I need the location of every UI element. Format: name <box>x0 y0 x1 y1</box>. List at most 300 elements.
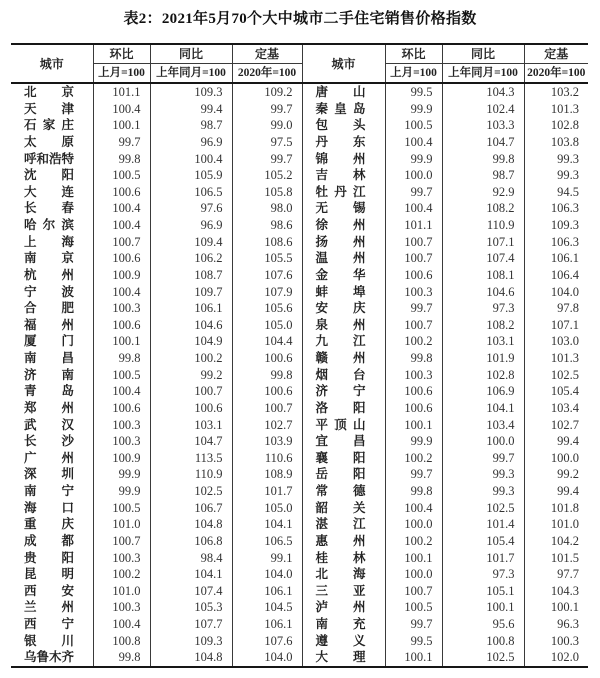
index-value-cell: 100.1 <box>524 599 588 616</box>
city-name: 无锡 <box>315 201 366 216</box>
table-row <box>11 417 588 434</box>
index-value-cell: 110.9 <box>442 217 524 234</box>
index-value-cell: 97.8 <box>524 300 588 317</box>
index-value-cell: 100.4 <box>93 200 150 217</box>
index-value-cell: 104.3 <box>524 583 588 600</box>
city-name: 三亚 <box>315 583 366 598</box>
index-value-cell: 107.6 <box>232 267 302 284</box>
index-value-cell: 106.8 <box>150 533 232 550</box>
table-row <box>11 284 588 301</box>
index-value-cell: 104.8 <box>150 649 232 667</box>
index-value-cell: 105.1 <box>442 583 524 600</box>
index-value-cell: 96.3 <box>524 616 588 633</box>
city-cell <box>302 217 385 234</box>
index-value-cell: 100.6 <box>93 400 150 417</box>
city-cell <box>302 83 385 101</box>
city-cell <box>302 649 385 667</box>
city-name: 襄阳 <box>315 450 366 465</box>
city-cell <box>11 433 93 450</box>
index-value-cell: 108.2 <box>442 200 524 217</box>
table-row <box>11 566 588 583</box>
table-row <box>11 234 588 251</box>
index-value-cell: 100.3 <box>93 417 150 434</box>
index-value-cell: 106.7 <box>150 500 232 517</box>
header-mom-right: 环比 <box>385 44 442 64</box>
index-value-cell: 101.7 <box>232 483 302 500</box>
index-value-cell: 107.1 <box>524 317 588 334</box>
city-name: 银川 <box>24 633 74 648</box>
city-cell <box>302 350 385 367</box>
city-name: 北海 <box>315 567 366 582</box>
city-name: 昆明 <box>24 567 74 582</box>
index-value-cell: 100.6 <box>385 400 442 417</box>
index-value-cell: 99.8 <box>93 649 150 667</box>
city-name: 平顶山 <box>315 417 366 432</box>
city-name: 安庆 <box>315 301 366 316</box>
city-name: 南昌 <box>24 351 74 365</box>
index-value-cell: 106.3 <box>524 234 588 251</box>
city-name: 济宁 <box>315 384 366 399</box>
index-value-cell: 102.5 <box>150 483 232 500</box>
index-value-cell: 100.6 <box>93 317 150 334</box>
city-name: 广州 <box>24 450 74 465</box>
index-value-cell: 99.3 <box>524 167 588 184</box>
city-name: 宜昌 <box>315 434 366 449</box>
index-value-cell: 100.8 <box>442 633 524 650</box>
index-value-cell: 100.4 <box>93 383 150 400</box>
index-value-cell: 99.1 <box>232 550 302 567</box>
city-name: 大连 <box>24 184 74 199</box>
index-value-cell: 100.4 <box>93 217 150 234</box>
table-row <box>11 200 588 217</box>
index-value-cell: 106.1 <box>150 300 232 317</box>
city-cell <box>11 234 93 251</box>
index-value-cell: 100.0 <box>385 167 442 184</box>
index-value-cell: 109.4 <box>150 234 232 251</box>
index-value-cell: 108.7 <box>150 267 232 284</box>
index-value-cell: 103.0 <box>524 333 588 350</box>
city-cell <box>11 367 93 384</box>
city-cell <box>11 616 93 633</box>
index-value-cell: 92.9 <box>442 184 524 201</box>
table-row <box>11 217 588 234</box>
city-name: 贵阳 <box>24 550 74 565</box>
index-value-cell: 107.4 <box>150 583 232 600</box>
index-value-cell: 99.8 <box>442 151 524 168</box>
city-name: 韶关 <box>315 500 366 515</box>
city-name: 桂林 <box>315 550 366 565</box>
index-value-cell: 104.0 <box>232 649 302 667</box>
city-name: 上海 <box>24 234 74 249</box>
city-name: 石家庄 <box>24 118 74 133</box>
city-name: 沈阳 <box>24 168 74 183</box>
city-cell <box>302 583 385 600</box>
city-name: 泉州 <box>315 317 366 332</box>
index-value-cell: 99.4 <box>524 483 588 500</box>
index-value-cell: 106.1 <box>524 250 588 267</box>
index-value-cell: 100.6 <box>93 250 150 267</box>
city-name: 呼和浩特 <box>24 151 75 166</box>
table-row <box>11 317 588 334</box>
index-value-cell: 100.7 <box>93 234 150 251</box>
table-row <box>11 151 588 168</box>
index-value-cell: 100.1 <box>93 333 150 350</box>
index-value-cell: 98.0 <box>232 200 302 217</box>
index-value-cell: 103.3 <box>442 117 524 134</box>
city-cell <box>11 533 93 550</box>
city-cell <box>302 267 385 284</box>
city-cell <box>302 483 385 500</box>
city-cell <box>11 284 93 301</box>
city-name: 吉林 <box>315 168 366 183</box>
index-value-cell: 100.4 <box>385 134 442 151</box>
index-value-cell: 100.6 <box>93 184 150 201</box>
table-row <box>11 483 588 500</box>
city-cell <box>302 466 385 483</box>
city-cell <box>11 417 93 434</box>
index-value-cell: 98.4 <box>150 550 232 567</box>
city-name: 郑州 <box>24 400 74 415</box>
table-row <box>11 350 588 367</box>
index-value-cell: 100.7 <box>385 317 442 334</box>
index-value-cell: 105.6 <box>232 300 302 317</box>
index-value-cell: 99.7 <box>385 466 442 483</box>
index-value-cell: 99.8 <box>232 367 302 384</box>
index-value-cell: 101.1 <box>385 217 442 234</box>
table-row <box>11 633 588 650</box>
city-name: 丹东 <box>315 134 366 149</box>
index-value-cell: 105.4 <box>442 533 524 550</box>
index-value-cell: 99.7 <box>442 450 524 467</box>
index-value-cell: 102.4 <box>442 101 524 118</box>
index-value-cell: 106.2 <box>150 250 232 267</box>
index-value-cell: 110.9 <box>150 466 232 483</box>
index-value-cell: 100.1 <box>93 117 150 134</box>
index-value-cell: 104.6 <box>150 317 232 334</box>
index-value-cell: 103.1 <box>150 417 232 434</box>
index-value-cell: 95.6 <box>442 616 524 633</box>
city-cell <box>302 533 385 550</box>
index-value-cell: 101.4 <box>442 516 524 533</box>
city-name: 乌鲁木齐 <box>24 650 75 665</box>
page-title: 表2：2021年5月70个大中城市二手住宅销售价格指数 <box>123 11 477 27</box>
city-cell <box>302 417 385 434</box>
index-value-cell: 99.7 <box>93 134 150 151</box>
index-value-cell: 110.6 <box>232 450 302 467</box>
city-cell <box>302 284 385 301</box>
header-mom-base-right: 上月=100 <box>385 64 442 84</box>
city-cell <box>302 167 385 184</box>
city-name: 南充 <box>315 617 366 631</box>
index-value-cell: 100.1 <box>442 599 524 616</box>
table-row <box>11 267 588 284</box>
table-row <box>11 466 588 483</box>
city-cell <box>11 649 93 667</box>
table-row <box>11 616 588 633</box>
city-name: 哈尔滨 <box>24 218 74 232</box>
city-cell <box>11 250 93 267</box>
index-value-cell: 99.7 <box>232 101 302 118</box>
header-yoy-base-right: 上年同月=100 <box>442 64 524 84</box>
city-cell <box>11 267 93 284</box>
index-value-cell: 99.8 <box>385 350 442 367</box>
city-name: 泸州 <box>315 600 366 615</box>
city-name: 湛江 <box>315 517 366 532</box>
index-value-cell: 103.4 <box>524 400 588 417</box>
index-value-cell: 97.3 <box>442 566 524 583</box>
city-cell <box>11 633 93 650</box>
index-value-cell: 102.7 <box>232 417 302 434</box>
index-value-cell: 100.9 <box>93 450 150 467</box>
index-value-cell: 104.1 <box>150 566 232 583</box>
index-value-cell: 99.7 <box>232 151 302 168</box>
header-fixed-base-right: 2020年=100 <box>524 64 588 84</box>
index-value-cell: 104.6 <box>442 284 524 301</box>
index-value-cell: 107.7 <box>150 616 232 633</box>
city-name: 西安 <box>24 583 74 598</box>
index-value-cell: 100.6 <box>385 267 442 284</box>
index-value-cell: 100.5 <box>93 167 150 184</box>
city-cell <box>11 550 93 567</box>
header-fixed-right: 定基 <box>524 44 588 64</box>
index-value-cell: 105.8 <box>232 184 302 201</box>
city-name: 牡丹江 <box>315 184 366 199</box>
index-value-cell: 106.5 <box>150 184 232 201</box>
index-value-cell: 100.0 <box>385 566 442 583</box>
table-row <box>11 599 588 616</box>
city-name: 南京 <box>24 251 74 266</box>
header-city-right: 城市 <box>302 44 385 83</box>
city-cell <box>11 134 93 151</box>
index-value-cell: 100.2 <box>385 333 442 350</box>
city-cell <box>11 167 93 184</box>
index-value-cell: 96.9 <box>150 217 232 234</box>
index-value-cell: 97.7 <box>524 566 588 583</box>
index-value-cell: 99.7 <box>385 184 442 201</box>
index-value-cell: 99.3 <box>442 483 524 500</box>
table-row <box>11 383 588 400</box>
index-value-cell: 101.8 <box>524 500 588 517</box>
index-value-cell: 99.2 <box>524 466 588 483</box>
table-row <box>11 550 588 567</box>
city-cell <box>302 200 385 217</box>
index-value-cell: 105.0 <box>232 317 302 334</box>
index-value-cell: 99.4 <box>524 433 588 450</box>
index-value-cell: 104.5 <box>232 599 302 616</box>
index-value-cell: 101.3 <box>524 350 588 367</box>
index-value-cell: 100.7 <box>385 583 442 600</box>
index-value-cell: 100.2 <box>385 450 442 467</box>
index-value-cell: 100.5 <box>385 599 442 616</box>
index-value-cell: 106.1 <box>232 583 302 600</box>
index-value-cell: 99.3 <box>524 151 588 168</box>
index-value-cell: 103.9 <box>232 433 302 450</box>
city-cell <box>11 466 93 483</box>
index-value-cell: 103.1 <box>442 333 524 350</box>
index-value-cell: 105.2 <box>232 167 302 184</box>
index-value-cell: 100.5 <box>93 500 150 517</box>
city-name: 锦州 <box>315 151 366 166</box>
table-row <box>11 533 588 550</box>
header-fixed-left: 定基 <box>232 44 302 64</box>
index-value-cell: 113.5 <box>150 450 232 467</box>
index-value-cell: 108.2 <box>442 317 524 334</box>
index-value-cell: 100.7 <box>232 400 302 417</box>
city-cell <box>11 350 93 367</box>
city-name: 海口 <box>24 500 74 515</box>
city-name: 合肥 <box>24 301 74 316</box>
table-row <box>11 400 588 417</box>
index-value-cell: 105.3 <box>150 599 232 616</box>
index-value-cell: 100.0 <box>385 516 442 533</box>
city-cell <box>302 151 385 168</box>
city-cell <box>302 566 385 583</box>
city-cell <box>302 134 385 151</box>
table-row <box>11 367 588 384</box>
city-name: 西宁 <box>24 617 74 631</box>
city-cell <box>11 450 93 467</box>
city-name: 遵义 <box>315 633 366 648</box>
index-value-cell: 105.0 <box>232 500 302 517</box>
index-value-cell: 104.8 <box>150 516 232 533</box>
city-name: 蚌埠 <box>315 284 366 299</box>
index-value-cell: 106.4 <box>524 267 588 284</box>
index-value-cell: 100.1 <box>385 649 442 667</box>
table-row <box>11 83 588 101</box>
city-cell <box>302 599 385 616</box>
index-value-cell: 107.4 <box>442 250 524 267</box>
index-value-cell: 99.0 <box>232 117 302 134</box>
index-value-cell: 101.0 <box>93 516 150 533</box>
city-name: 唐山 <box>315 85 366 99</box>
city-name: 包头 <box>315 118 366 133</box>
index-value-cell: 100.8 <box>93 633 150 650</box>
index-value-cell: 100.9 <box>93 267 150 284</box>
header-yoy-right: 同比 <box>442 44 524 64</box>
index-value-cell: 100.3 <box>93 599 150 616</box>
index-value-cell: 101.1 <box>93 83 150 101</box>
index-value-cell: 100.7 <box>93 533 150 550</box>
index-value-cell: 100.2 <box>150 350 232 367</box>
city-name: 徐州 <box>315 218 366 232</box>
header-fixed-base-left: 2020年=100 <box>232 64 302 84</box>
table-body <box>11 83 588 667</box>
city-cell <box>302 367 385 384</box>
index-value-cell: 106.9 <box>442 383 524 400</box>
table-row <box>11 500 588 517</box>
index-value-cell: 99.5 <box>385 83 442 101</box>
index-value-cell: 100.3 <box>93 300 150 317</box>
city-name: 惠州 <box>315 533 366 548</box>
index-value-cell: 104.1 <box>442 400 524 417</box>
index-value-cell: 104.4 <box>232 333 302 350</box>
city-cell <box>302 184 385 201</box>
index-value-cell: 100.5 <box>93 367 150 384</box>
index-value-cell: 102.5 <box>442 649 524 667</box>
index-value-cell: 99.7 <box>385 616 442 633</box>
index-value-cell: 109.3 <box>150 83 232 101</box>
city-cell <box>302 450 385 467</box>
index-value-cell: 101.0 <box>93 583 150 600</box>
index-value-cell: 100.2 <box>93 566 150 583</box>
index-value-cell: 100.6 <box>232 383 302 400</box>
index-value-cell: 97.6 <box>150 200 232 217</box>
index-value-cell: 100.5 <box>385 117 442 134</box>
city-cell <box>302 516 385 533</box>
city-cell <box>302 400 385 417</box>
index-value-cell: 100.3 <box>93 550 150 567</box>
index-value-cell: 104.7 <box>150 433 232 450</box>
index-value-cell: 107.6 <box>232 633 302 650</box>
index-value-cell: 99.3 <box>442 466 524 483</box>
city-name: 扬州 <box>315 234 366 249</box>
index-value-cell: 99.9 <box>93 466 150 483</box>
index-value-cell: 99.5 <box>385 633 442 650</box>
city-name: 济南 <box>24 367 74 382</box>
city-cell <box>302 500 385 517</box>
index-value-cell: 100.7 <box>385 234 442 251</box>
city-cell <box>302 101 385 118</box>
index-value-cell: 100.6 <box>150 400 232 417</box>
city-name: 深圳 <box>24 467 74 482</box>
index-value-cell: 100.2 <box>385 533 442 550</box>
city-cell <box>11 583 93 600</box>
index-value-cell: 100.7 <box>150 383 232 400</box>
index-value-cell: 100.4 <box>93 101 150 118</box>
index-value-cell: 101.7 <box>442 550 524 567</box>
city-name: 厦门 <box>24 334 74 349</box>
city-cell <box>11 117 93 134</box>
city-cell <box>11 200 93 217</box>
index-value-cell: 100.3 <box>385 284 442 301</box>
city-name: 杭州 <box>24 267 74 282</box>
header-city-left: 城市 <box>11 44 93 83</box>
header-row-bases <box>11 64 588 84</box>
index-value-cell: 105.9 <box>150 167 232 184</box>
city-name: 兰州 <box>24 600 74 615</box>
index-value-cell: 107.9 <box>232 284 302 301</box>
index-value-cell: 100.1 <box>385 417 442 434</box>
table-row <box>11 433 588 450</box>
index-value-cell: 104.0 <box>524 284 588 301</box>
index-value-cell: 100.7 <box>385 250 442 267</box>
city-name: 常德 <box>315 484 366 498</box>
index-value-cell: 100.0 <box>524 450 588 467</box>
header-yoy-left: 同比 <box>150 44 232 64</box>
city-name: 天津 <box>24 101 74 116</box>
index-value-cell: 102.8 <box>524 117 588 134</box>
city-cell <box>302 550 385 567</box>
city-name: 福州 <box>24 317 74 332</box>
index-value-cell: 106.5 <box>232 533 302 550</box>
header-mom-base-left: 上月=100 <box>93 64 150 84</box>
city-name: 南宁 <box>24 484 74 498</box>
city-cell <box>11 184 93 201</box>
city-name: 秦皇岛 <box>315 101 366 116</box>
index-value-cell: 94.5 <box>524 184 588 201</box>
city-cell <box>11 566 93 583</box>
index-value-cell: 107.1 <box>442 234 524 251</box>
city-cell <box>302 616 385 633</box>
index-value-cell: 100.6 <box>385 383 442 400</box>
index-value-cell: 99.8 <box>93 350 150 367</box>
city-name: 长沙 <box>24 434 74 449</box>
city-cell <box>302 234 385 251</box>
city-cell <box>11 400 93 417</box>
index-value-cell: 100.1 <box>385 550 442 567</box>
index-value-cell: 100.4 <box>93 616 150 633</box>
index-value-cell: 109.3 <box>150 633 232 650</box>
